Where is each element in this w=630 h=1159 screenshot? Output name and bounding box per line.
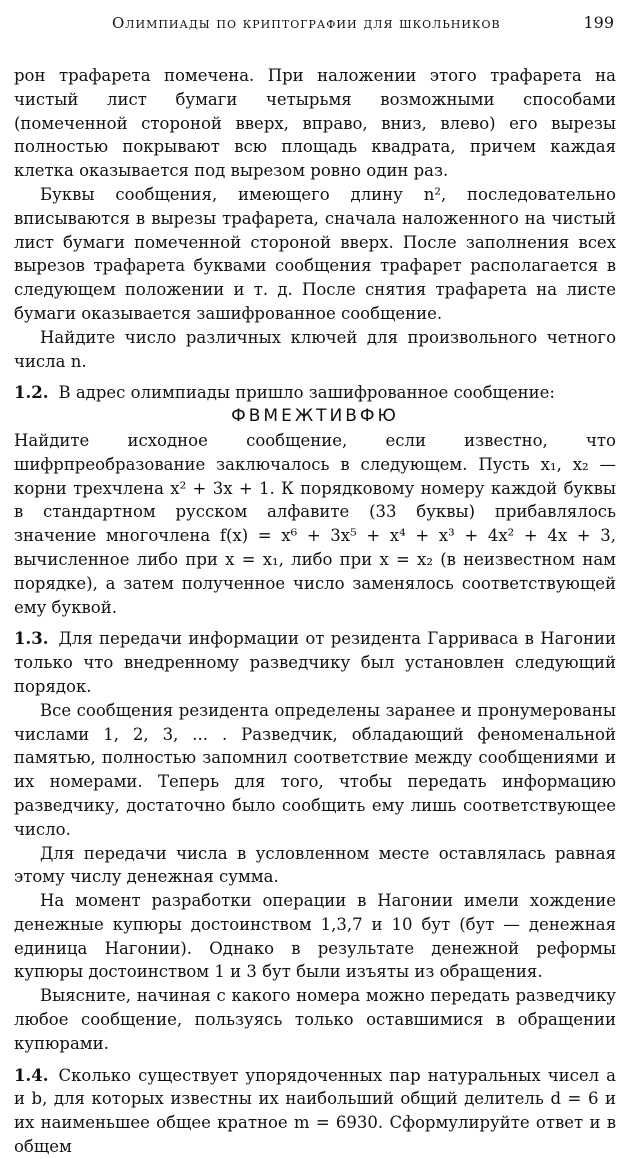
problem-intro: В адрес олимпиады пришло зашифрованное сообщение: [58, 383, 555, 403]
problem-1-4 [14, 1064, 616, 1159]
page-number: 199 [583, 13, 614, 32]
problem-intro: Сколько существует упорядоченных пар натуральных чисел a и b, для которых известны их наибольший общий делитель d = 6 и их наименьшее общее кратное m = 6930. Сформулируйте ответ и в общем [14, 1065, 616, 1157]
paragraph: На момент разработки операции в Нагонии имели хождение денежные купюры достоинством 1,3,7 и 10 бут (бут — денежная единица Нагонии). Однако в результате денежной реформы купюры достоинством 1 и 3 бут были изъяты из обращения. [14, 891, 616, 982]
problem-1-3 [14, 627, 616, 698]
paragraph: Выясните, начиная с какого номера можно передать разведчику любое сообщение, пользуясь только оставшимися в обращении купюрами. [14, 986, 616, 1053]
paragraph: Все сообщения резидента определены заранее и пронумерованы числами 1, 2, 3, ... . Разведчик, обладающий феноменальной памятью, полностью запомнил соответствие между сообщениями и их номерами. Теперь для того, чтобы передать информацию разведчику, достаточно было сообщить ему лишь соответствующее число. [14, 700, 616, 839]
problem-1-2 [14, 381, 616, 405]
paragraph: рон трафарета помечена. При наложении этого трафарета на чистый лист бумаги четырьмя возможными способами (помеченной стороной вверх, вправо, вниз, влево) его вырезы полностью покрывают всю площадь квадрата, причем каждая клетка оказывается под вырезом ровно один раз. [14, 66, 616, 181]
paragraph: Буквы сообщения, имеющего длину n², последовательно вписываются в вырезы трафарета, сначала наложенного на чистый лист бумаги помеченной стороной вверх. После заполнения всех вырезов трафарета буквами сообщения трафарет располагается в следующем положении и т. д. После снятия трафарета на листе бумаги оказывается зашифрованное сообщение. [14, 184, 616, 323]
cipher-text: ФВМЕЖТИВФЮ [231, 406, 399, 427]
running-title: Олимпиады по криптографии для школьников [112, 14, 501, 32]
page-header [0, 8, 630, 38]
paragraph: Найдите исходное сообщение, если известно, что шифрпреобразование заключалось в следующем. Пусть x₁, x₂ — корни трехчлена x² + 3x + 1. К порядковому номеру каждой буквы в стандартном русском алфавите (33 буквы) прибавлялось значение многочлена f(x) = x⁶ + 3x⁵ + x⁴ + x³ + 4x² + 4x + 3, вычисленное либо при x = x₁, либо при x = x₂ (в неизвестном нам порядке), а затем полученное число заменялось соответствующей ему буквой. [14, 430, 616, 617]
problem-number: 1.3. [14, 629, 49, 649]
paragraph: Найдите число различных ключей для произвольного четного числа n. [14, 327, 616, 371]
problem-number: 1.4. [14, 1065, 49, 1085]
page-body [14, 64, 616, 1159]
problem-number: 1.2. [14, 383, 49, 403]
paragraph: Для передачи числа в условленном месте оставлялась равная этому числу денежная сумма. [14, 843, 616, 887]
problem-intro: Для передачи информации от резидента Гарриваса в Нагонии только что внедренному разведчику был установлен следующий порядок. [14, 629, 616, 696]
